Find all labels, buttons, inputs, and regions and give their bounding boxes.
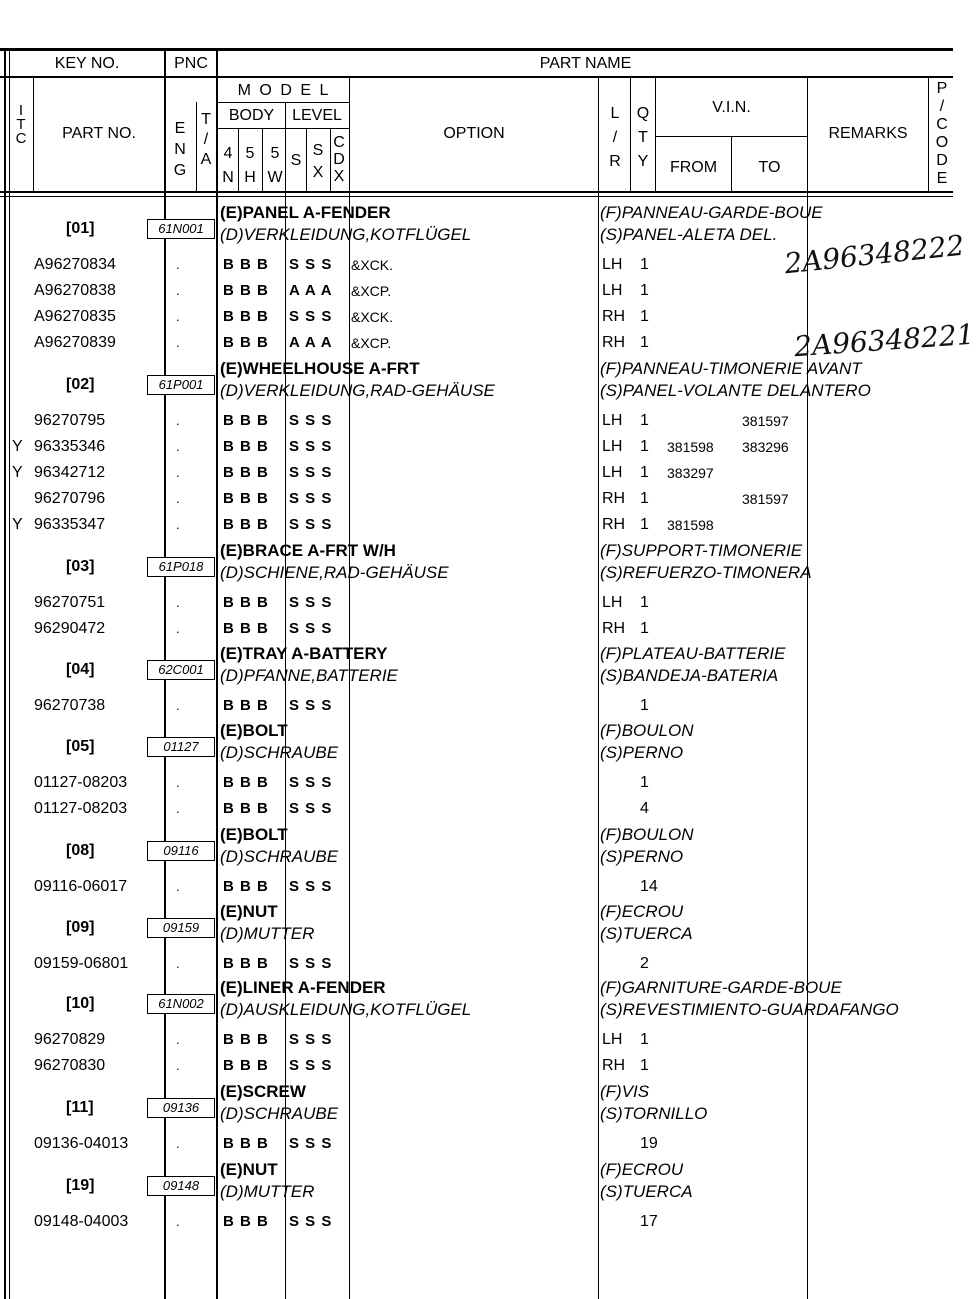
part-number: 96270795: [34, 412, 106, 429]
option-code: &XCP.: [351, 335, 392, 351]
body-model: B B B: [223, 516, 269, 533]
lr: LH: [602, 438, 623, 455]
part-number: A96270834: [34, 256, 116, 273]
col-line-ta: [216, 50, 218, 1299]
handwritten-note-2: 2A96348221: [793, 317, 976, 364]
eng-ta-dots: . .: [176, 698, 235, 713]
vin-from: 383297: [667, 465, 714, 481]
pnc-code: 09116: [147, 841, 215, 861]
header-bottom: [0, 191, 953, 193]
desc-english: (E)PANEL A-FENDER: [220, 203, 391, 222]
col-line-sx: [330, 128, 331, 193]
eng-ta-dots: . .: [176, 775, 235, 790]
lr: LH: [602, 1031, 623, 1048]
part-number: 96335346: [34, 438, 106, 455]
vin-header: V.I.N.: [712, 99, 751, 116]
level: S S S: [289, 438, 333, 455]
table-row: [0, 1131, 953, 1157]
part-no-header: PART NO.: [62, 125, 136, 142]
qty: 1: [640, 1057, 649, 1074]
table-row: [0, 874, 953, 900]
eng-ta-dots: . .: [176, 621, 235, 636]
desc-spanish: (S)PERNO: [600, 847, 684, 866]
body-header: BODY: [228, 107, 275, 124]
qty: 14: [640, 878, 658, 895]
level: S S S: [289, 308, 333, 325]
part-number: 01127-08203: [34, 774, 128, 791]
eng-ta-dots: . .: [176, 465, 235, 480]
qty: 1: [640, 412, 649, 429]
level: S S S: [289, 464, 333, 481]
part-number: 96342712: [34, 464, 106, 481]
pnc-code: 61N002: [147, 994, 215, 1014]
body-model: B B B: [223, 878, 269, 895]
vin-to: 381597: [742, 491, 789, 507]
desc-spanish: (S)PERNO: [600, 743, 684, 762]
ta-header: T / A: [200, 111, 212, 168]
option-header: OPTION: [443, 125, 505, 142]
level: S S S: [289, 490, 333, 507]
level: S S S: [289, 878, 333, 895]
header-row1-bottom: [0, 76, 953, 78]
desc-spanish: (S)PANEL-ALETA DEL.: [600, 225, 778, 244]
eng-ta-dots: . .: [176, 335, 235, 350]
part-number: 96335347: [34, 516, 106, 533]
table-row: [0, 460, 953, 486]
desc-french: (F)VIS: [600, 1082, 650, 1101]
body-model: B B B: [223, 256, 269, 273]
eng-ta-dots: . .: [176, 595, 235, 610]
itc-flag: Y: [12, 438, 23, 455]
option-code: &XCK.: [351, 309, 394, 325]
qty: 2: [640, 955, 649, 972]
itc-header: I T C: [15, 102, 27, 147]
qty: 1: [640, 774, 649, 791]
table-row: [0, 486, 953, 512]
eng-ta-dots: . .: [176, 257, 235, 272]
pnc-code: 61P001: [147, 375, 215, 395]
desc-spanish: (S)PANEL-VOLANTE DELANTERO: [600, 381, 871, 400]
body-model: B B B: [223, 955, 269, 972]
table-row: [0, 693, 953, 719]
part-number: 09116-06017: [34, 878, 128, 895]
part-number: 96270830: [34, 1057, 106, 1074]
pnc-code: 09136: [147, 1098, 215, 1118]
body-model: B B B: [223, 412, 269, 429]
desc-english: (E)NUT: [220, 1160, 278, 1179]
part-number: 96270751: [34, 594, 106, 611]
desc-english: (E)WHEELHOUSE A-FRT: [220, 359, 420, 378]
vin-to: 383296: [742, 439, 789, 455]
part-number: A96270838: [34, 282, 116, 299]
desc-english: (E)LINER A-FENDER: [220, 978, 386, 997]
part-number: 09148-04003: [34, 1213, 129, 1230]
part-number: A96270839: [34, 334, 116, 351]
body-model: B B B: [223, 1057, 269, 1074]
key-number: [03]: [66, 558, 95, 575]
desc-french: (F)BOULON: [600, 825, 694, 844]
table-row: [0, 1027, 953, 1053]
table-row: [0, 616, 953, 642]
body-col-5w: 5 W: [267, 145, 283, 186]
option-code: &XCK.: [351, 257, 394, 273]
desc-english: (E)TRAY A-BATTERY: [220, 644, 388, 663]
pnc-code: 09148: [147, 1176, 215, 1196]
qty: 1: [640, 334, 649, 351]
lr: RH: [602, 308, 626, 325]
desc-english: (E)BOLT: [220, 721, 288, 740]
lr: LH: [602, 282, 623, 299]
key-number: [09]: [66, 919, 95, 936]
desc-english: (E)SCREW: [220, 1082, 306, 1101]
body-model: B B B: [223, 620, 269, 637]
qty: 4: [640, 800, 649, 817]
key-number: [02]: [66, 376, 95, 393]
desc-english: (E)BRACE A-FRT W/H: [220, 541, 396, 560]
desc-french: (F)SUPPORT-TIMONERIE: [600, 541, 803, 560]
itc-flag: Y: [12, 516, 23, 533]
eng-ta-dots: . .: [176, 801, 235, 816]
desc-spanish: (S)REFUERZO-TIMONERA: [600, 563, 812, 582]
key-number: [08]: [66, 842, 95, 859]
eng-ta-dots: . .: [176, 283, 235, 298]
level: S S S: [289, 955, 333, 972]
level-s-header: S: [290, 152, 302, 169]
col-line-s: [306, 128, 307, 193]
desc-english: (E)NUT: [220, 902, 278, 921]
lr: RH: [602, 516, 626, 533]
key-number: [05]: [66, 738, 95, 755]
qty: 1: [640, 697, 649, 714]
table-row: [0, 304, 953, 330]
desc-spanish: (S)TORNILLO: [600, 1104, 708, 1123]
eng-ta-dots: . .: [176, 439, 235, 454]
part-number: 96290472: [34, 620, 106, 637]
desc-french: (F)PANNEAU-TIMONERIE AVANT: [600, 359, 862, 378]
key-number: [04]: [66, 661, 95, 678]
eng-ta-dots: . .: [176, 1032, 235, 1047]
level: S S S: [289, 697, 333, 714]
vin-from: 381598: [667, 517, 714, 533]
eng-ta-dots: . .: [176, 879, 235, 894]
body-model: B B B: [223, 438, 269, 455]
desc-german: (D)AUSKLEIDUNG,KOTFLÜGEL: [220, 1000, 472, 1019]
desc-german: (D)VERKLEIDUNG,KOTFLÜGEL: [220, 225, 472, 244]
header-bottom-2: [0, 196, 953, 197]
qty-header: Q T Y: [636, 105, 650, 170]
body-model: B B B: [223, 308, 269, 325]
body-model: B B B: [223, 1213, 269, 1230]
lr: LH: [602, 256, 623, 273]
model-header: M O D E L: [237, 82, 331, 99]
eng-ta-dots: . .: [176, 956, 235, 971]
col-line-b2: [262, 128, 263, 193]
qty: 1: [640, 256, 649, 273]
key-no-header: KEY NO.: [54, 55, 120, 72]
level: S S S: [289, 412, 333, 429]
left-border: [4, 48, 6, 1299]
table-row: [0, 512, 953, 538]
lr: LH: [602, 464, 623, 481]
eng-header: E N G: [173, 120, 187, 179]
level: S S S: [289, 800, 333, 817]
body-model: B B B: [223, 1031, 269, 1048]
part-number: 96270738: [34, 697, 106, 714]
left-border-2: [9, 48, 10, 1299]
desc-french: (F)PLATEAU-BATTERIE: [600, 644, 786, 663]
eng-ta-dots: . .: [176, 309, 235, 324]
level: S S S: [289, 594, 333, 611]
eng-ta-dots: . .: [176, 413, 235, 428]
level: S S S: [289, 1213, 333, 1230]
eng-ta-dots: . .: [176, 1214, 235, 1229]
table-row: [0, 1053, 953, 1079]
col-line-eng: [196, 102, 197, 193]
table-row: [0, 951, 953, 977]
part-number: 09159-06801: [34, 955, 129, 972]
table-row: [0, 1209, 953, 1235]
level: S S S: [289, 1135, 333, 1152]
qty: 1: [640, 594, 649, 611]
body-model: B B B: [223, 800, 269, 817]
table-row: [0, 278, 953, 304]
desc-german: (D)MUTTER: [220, 1182, 315, 1201]
col-line-qty: [630, 78, 631, 193]
body-model: B B B: [223, 334, 269, 351]
desc-spanish: (S)TUERCA: [600, 1182, 693, 1201]
desc-german: (D)SCHRAUBE: [220, 1104, 339, 1123]
body-model: B B B: [223, 490, 269, 507]
table-row: [0, 434, 953, 460]
eng-ta-dots: . .: [176, 1058, 235, 1073]
qty: 1: [640, 620, 649, 637]
model-divider: [218, 102, 350, 103]
level-cdx-header: C D X: [333, 134, 345, 185]
body-col-5h: 5 H: [244, 145, 256, 186]
qty: 1: [640, 282, 649, 299]
level: S S S: [289, 620, 333, 637]
desc-french: (F)ECROU: [600, 1160, 684, 1179]
desc-spanish: (S)TUERCA: [600, 924, 693, 943]
level: A A A: [289, 282, 333, 299]
desc-german: (D)SCHIENE,RAD-GEHÄUSE: [220, 563, 449, 582]
body-model: B B B: [223, 594, 269, 611]
desc-spanish: (S)REVESTIMIENTO-GUARDAFANGO: [600, 1000, 899, 1019]
pnc-code: 61N001: [147, 219, 215, 239]
desc-french: (F)BOULON: [600, 721, 694, 740]
desc-german: (D)SCHRAUBE: [220, 743, 339, 762]
pcode-header: P / C O D E: [935, 80, 949, 187]
body-model: B B B: [223, 774, 269, 791]
pnc-code: 01127: [147, 737, 215, 757]
part-number: A96270835: [34, 308, 116, 325]
level: S S S: [289, 516, 333, 533]
desc-german: (D)SCHRAUBE: [220, 847, 339, 866]
table-row: [0, 796, 953, 822]
desc-spanish: (S)BANDEJA-BATERIA: [600, 666, 779, 685]
key-number: [11]: [66, 1099, 94, 1116]
pnc-code: 61P018: [147, 557, 215, 577]
qty: 19: [640, 1135, 658, 1152]
option-code: &XCP.: [351, 283, 392, 299]
top-border: [0, 48, 953, 51]
table-row: [0, 770, 953, 796]
lr: RH: [602, 490, 626, 507]
level: S S S: [289, 1057, 333, 1074]
qty: 1: [640, 308, 649, 325]
part-name-header: PART NAME: [539, 55, 632, 72]
level: A A A: [289, 334, 333, 351]
vin-to: 381597: [742, 413, 789, 429]
body-model: B B B: [223, 282, 269, 299]
desc-german: (D)VERKLEIDUNG,RAD-GEHÄUSE: [220, 381, 495, 400]
from-header: FROM: [669, 159, 718, 176]
lr: RH: [602, 1057, 626, 1074]
part-number: 09136-04013: [34, 1135, 129, 1152]
handwritten-note-1: 2A96348222: [782, 228, 966, 281]
desc-french: (F)GARNITURE-GARDE-BOUE: [600, 978, 842, 997]
desc-french: (F)PANNEAU-GARDE-BOUE: [600, 203, 823, 222]
pnc-code: 09159: [147, 918, 215, 938]
level: S S S: [289, 1031, 333, 1048]
key-number: [19]: [66, 1177, 95, 1194]
table-row: [0, 590, 953, 616]
eng-ta-dots: . .: [176, 517, 235, 532]
pnc-header: PNC: [174, 55, 208, 72]
qty: 1: [640, 464, 649, 481]
remarks-header: REMARKS: [828, 125, 908, 142]
level-header: LEVEL: [292, 107, 342, 124]
vin-from: 381598: [667, 439, 714, 455]
part-number: 96270829: [34, 1031, 106, 1048]
qty: 1: [640, 490, 649, 507]
qty: 1: [640, 438, 649, 455]
eng-ta-dots: . .: [176, 491, 235, 506]
desc-german: (D)MUTTER: [220, 924, 315, 943]
key-number: [10]: [66, 995, 95, 1012]
level: S S S: [289, 256, 333, 273]
col-line-pcode: [928, 78, 929, 193]
lr: RH: [602, 620, 626, 637]
qty: 1: [640, 1031, 649, 1048]
level: S S S: [289, 774, 333, 791]
qty: 17: [640, 1213, 658, 1230]
table-row: [0, 408, 953, 434]
level-sx-header: S X: [312, 142, 324, 181]
desc-english: (E)BOLT: [220, 825, 288, 844]
itc-flag: Y: [12, 464, 23, 481]
desc-french: (F)ECROU: [600, 902, 684, 921]
body-model: B B B: [223, 464, 269, 481]
col-line-b1: [238, 128, 239, 193]
lr: LH: [602, 594, 623, 611]
part-number: 01127-08203: [34, 800, 128, 817]
eng-ta-dots: . .: [176, 1136, 235, 1151]
qty: 1: [640, 516, 649, 533]
body-model: B B B: [223, 1135, 269, 1152]
desc-german: (D)PFANNE,BATTERIE: [220, 666, 398, 685]
key-number: [01]: [66, 220, 95, 237]
pnc-code: 62C001: [147, 660, 215, 680]
lr: LH: [602, 412, 623, 429]
lr-header: L / R: [609, 105, 621, 170]
to-header: TO: [758, 159, 781, 176]
part-number: 96270796: [34, 490, 106, 507]
body-col-4n: 4 N: [222, 145, 234, 186]
lr: RH: [602, 334, 626, 351]
body-model: B B B: [223, 697, 269, 714]
